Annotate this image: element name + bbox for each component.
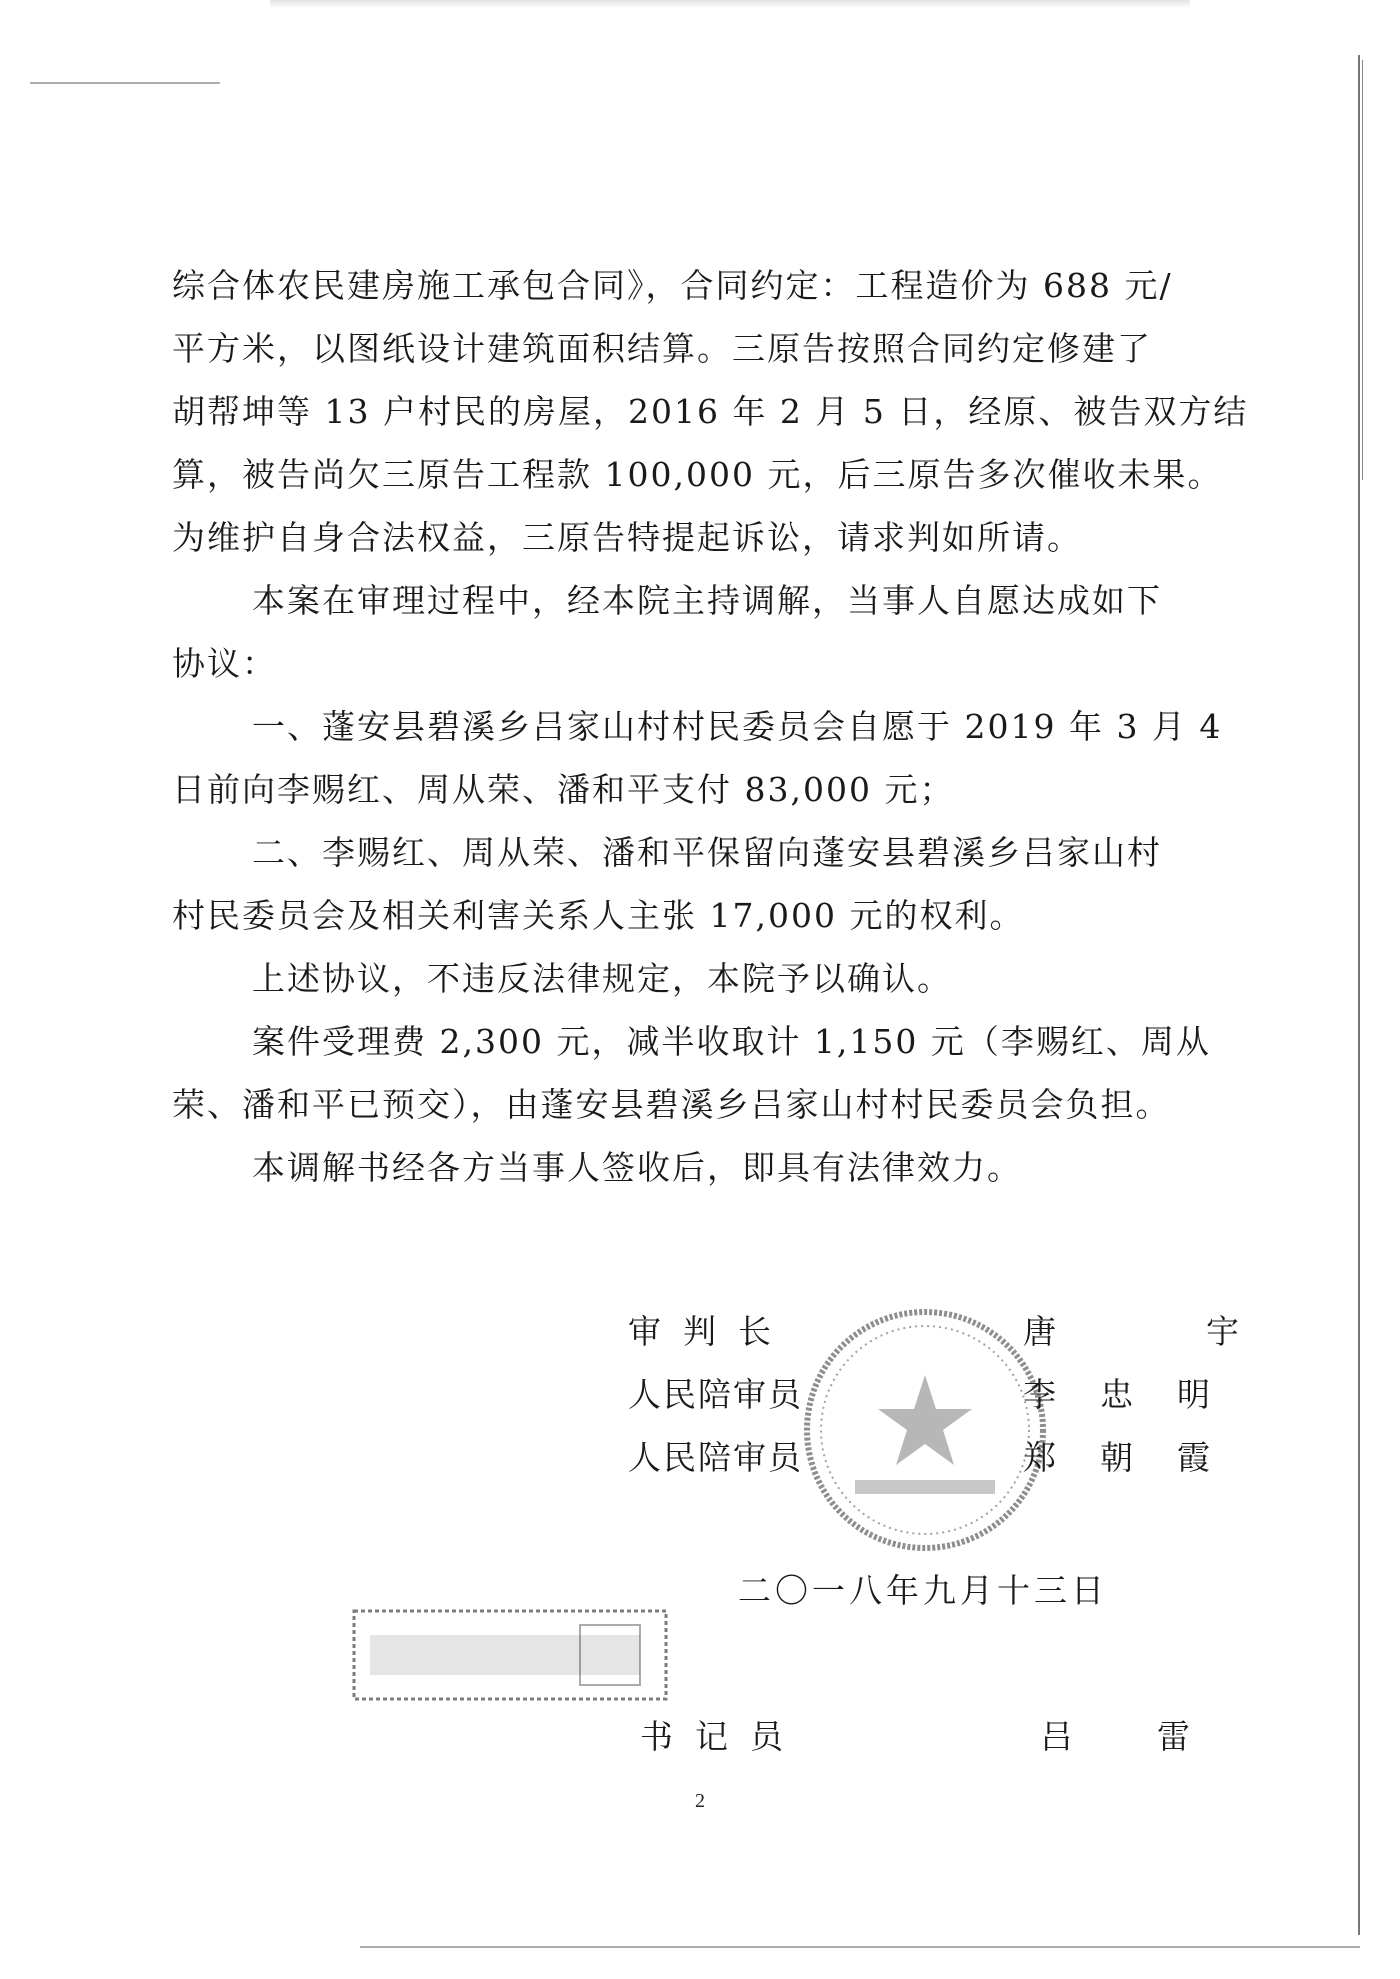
signature-name: 唐宇 bbox=[1023, 1312, 1389, 1351]
body-line: 本案在审理过程中，经本院主持调解，当事人自愿达成如下 bbox=[252, 581, 1162, 620]
body-line: 日前向李赐红、周从荣、潘和平支付 83,000 元； bbox=[172, 770, 955, 809]
body-line: 本调解书经各方当事人签收后，即具有法律效力。 bbox=[252, 1148, 1022, 1187]
clerk-name: 吕雷 bbox=[1040, 1717, 1274, 1756]
signature-name: 李忠明 bbox=[1023, 1375, 1254, 1414]
page-number: 2 bbox=[695, 1790, 705, 1812]
document-body bbox=[172, 254, 1249, 1199]
body-line: 综合体农民建房施工承包合同》，合同约定：工程造价为 688 元/ bbox=[172, 266, 1173, 305]
signature-block bbox=[628, 1300, 1389, 1489]
scan-artifact-bottom-edge bbox=[360, 1946, 1360, 1948]
body-line: 协议： bbox=[172, 644, 277, 683]
copy-stamp bbox=[350, 1605, 670, 1705]
clerk-row bbox=[630, 1705, 1274, 1768]
scan-artifact-right-edge-inner bbox=[1362, 60, 1363, 480]
body-line: 荣、潘和平已预交），由蓬安县碧溪乡吕家山村村民委员会负担。 bbox=[172, 1085, 1171, 1124]
body-line: 上述协议，不违反法律规定，本院予以确认。 bbox=[252, 959, 952, 998]
signature-name: 郑朝霞 bbox=[1023, 1438, 1254, 1477]
scan-artifact-left-mark bbox=[30, 82, 220, 84]
body-line: 村民委员会及相关利害关系人主张 17,000 元的权利。 bbox=[172, 896, 1025, 935]
signature-row bbox=[628, 1363, 1254, 1426]
scan-artifact-right-edge bbox=[1358, 55, 1360, 1935]
body-line: 平方米，以图纸设计建筑面积结算。三原告按照合同约定修建了 bbox=[172, 329, 1152, 368]
scan-artifact-top bbox=[270, 0, 1190, 8]
body-line: 案件受理费 2,300 元，减半收取计 1,150 元（李赐红、周从 bbox=[252, 1022, 1211, 1061]
document-date: 二〇一八年九月十三日 bbox=[738, 1571, 1108, 1610]
signature-row bbox=[628, 1426, 1254, 1489]
signature-role: 人民陪审员 bbox=[628, 1438, 803, 1477]
signature-role: 审判长 bbox=[628, 1312, 793, 1351]
body-line: 算，被告尚欠三原告工程款 100,000 元，后三原告多次催收未果。 bbox=[172, 455, 1223, 494]
signature-role: 人民陪审员 bbox=[628, 1375, 803, 1414]
body-line: 为维护自身合法权益，三原告特提起诉讼，请求判如所请。 bbox=[172, 518, 1082, 557]
signature-row bbox=[628, 1300, 1389, 1363]
clerk-role: 书记员 bbox=[640, 1717, 805, 1756]
body-line: 一、蓬安县碧溪乡吕家山村村民委员会自愿于 2019 年 3 月 4 bbox=[252, 707, 1223, 746]
body-line: 胡帮坤等 13 户村民的房屋，2016 年 2 月 5 日，经原、被告双方结 bbox=[172, 392, 1249, 431]
body-line: 二、李赐红、周从荣、潘和平保留向蓬安县碧溪乡吕家山村 bbox=[252, 833, 1162, 872]
